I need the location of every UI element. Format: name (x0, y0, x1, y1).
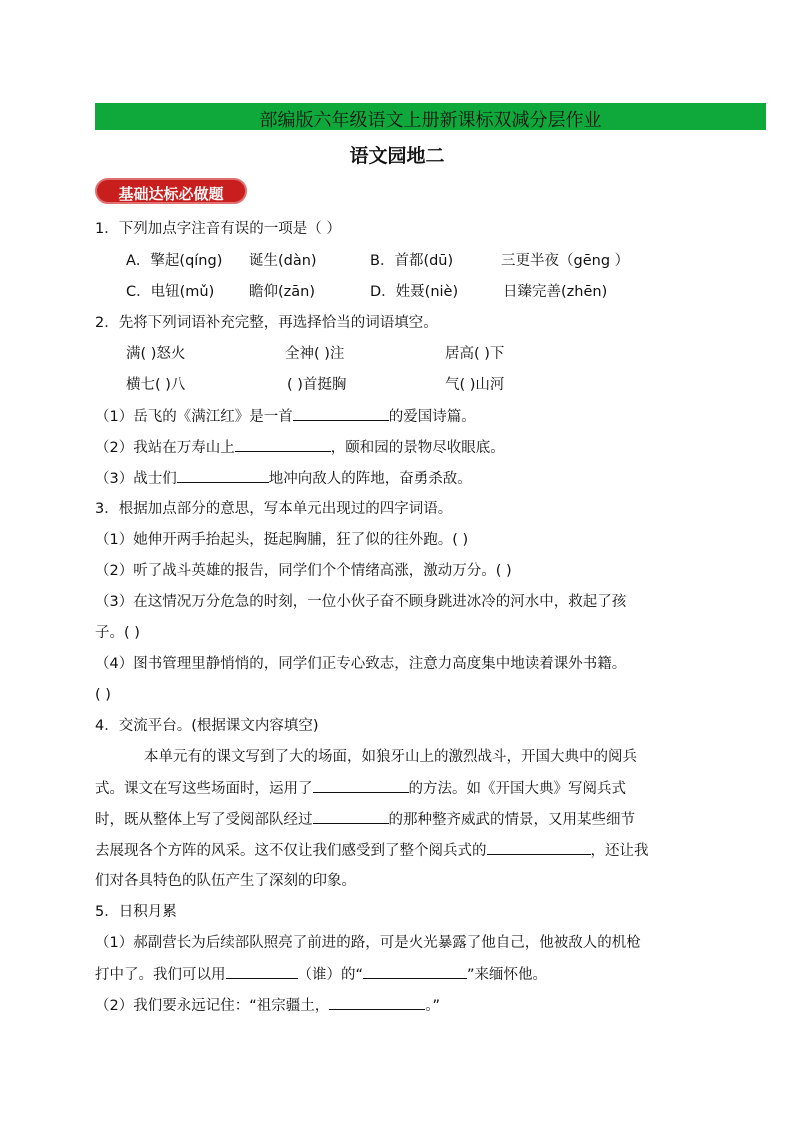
q2-s3-blank[interactable] (177, 468, 269, 483)
q2-s1-text-a: （1）岳飞的《满江红》是一首 (95, 409, 293, 425)
q5-l3-text-b: 。” (425, 998, 441, 1014)
page-title: 语文园地二 (349, 145, 445, 167)
q2-sentence-2 (95, 437, 505, 458)
q4-para-1: 本单元有的课文写到了大的场面，如狼牙山上的激烈战斗，开国大典中的阅兵 (144, 749, 637, 765)
q2-word-6: 气( )山河 (445, 377, 505, 393)
q4-p2-text-a: 式。课文在写这些场面时，运用了 (95, 781, 313, 797)
q4-p4-text-b: ，还让我 (590, 843, 649, 859)
q4-p4-blank[interactable] (487, 840, 591, 855)
section-tag-label: 基础达标必做题 (118, 185, 224, 203)
q5-line-1: （1）郝副营长为后续部队照亮了前进的路，可是火光暴露了他自己，他被敌人的机枪 (95, 935, 641, 951)
q4-para-4 (95, 840, 649, 861)
q1-option-c1: C．电钮(mǔ) (126, 284, 215, 300)
q5-stem: 5．日积月累 (95, 904, 177, 920)
q5-l3-blank[interactable] (329, 995, 425, 1010)
q5-l2-blank-1[interactable] (226, 964, 298, 979)
q2-sentence-3 (95, 468, 472, 489)
q3-line-2: （2）听了战斗英雄的报告，同学们个个情绪高涨，激动万分。( ) (95, 563, 512, 579)
q2-word-4: 横七( )八 (126, 377, 186, 393)
q1-option-c2: 瞻仰(zān) (249, 284, 316, 300)
q1-stem: 1．下列加点字注音有误的一项是（ ） (95, 221, 341, 237)
q1-option-a2: 诞生(dàn) (249, 253, 317, 269)
q2-sentence-1 (95, 406, 476, 427)
q3-stem: 3．根据加点部分的意思，写本单元出现过的四字词语。 (95, 501, 453, 517)
q2-word-3: 居高( )下 (445, 346, 505, 362)
q2-word-1: 满( )怒火 (126, 346, 186, 362)
q1-option-d1: D．姓聂(niè) (370, 284, 459, 300)
q5-l2-text-a: 打中了。我们可以用 (95, 967, 226, 983)
q2-stem: 2．先将下列词语补充完整，再选择恰当的词语填空。 (95, 315, 438, 331)
banner-text: 部编版六年级语文上册新课标双减分层作业 (259, 110, 602, 131)
q2-word-5: ( )首挺胸 (287, 377, 347, 393)
q3-line-4: 子。( ) (95, 625, 140, 641)
q5-l2-blank-2[interactable] (363, 964, 467, 979)
q1-option-a1: A．擎起(qíng) (126, 253, 223, 269)
q2-s3-text-a: （3）战士们 (95, 471, 177, 487)
q2-s2-text-b: ，颐和园的景物尽收眼底。 (330, 440, 505, 456)
q4-p2-blank[interactable] (313, 778, 409, 793)
q5-line-3 (95, 995, 440, 1016)
q5-l3-text-a: （2）我们要永远记住：“祖宗疆土， (95, 998, 330, 1014)
q2-s2-blank[interactable] (235, 437, 331, 452)
q1-option-d2: 日臻完善(zhēn) (503, 284, 608, 300)
q4-para-5: 们对各具特色的队伍产生了深刻的印象。 (95, 873, 356, 889)
header-banner (95, 103, 766, 130)
q1-option-b1: B．首都(dū) (370, 253, 454, 269)
q4-para-3 (95, 809, 635, 830)
q2-word-2: 全神( )注 (285, 346, 345, 362)
q5-l2-text-b: （谁）的“ (297, 967, 364, 983)
q4-p3-text-b: 的那种整齐威武的情景，又用某些细节 (388, 812, 635, 828)
q3-line-3: （3）在这情况万分危急的时刻，一位小伙子奋不顾身跳进冰冷的河水中，救起了孩 (95, 594, 627, 610)
q1-option-b2: 三更半夜（gēng ） (501, 253, 630, 269)
q3-line-5: （4）图书管理里静悄悄的，同学们正专心致志，注意力高度集中地读着课外书籍。 (95, 656, 627, 672)
q2-s3-text-b: 地冲向敌人的阵地，奋勇杀敌。 (268, 471, 472, 487)
q2-s2-text-a: （2）我站在万寿山上 (95, 440, 235, 456)
q4-p3-blank[interactable] (313, 809, 389, 824)
section-tag (95, 178, 247, 204)
q4-p2-text-b: 的方法。如《开国大典》写阅兵式 (408, 781, 626, 797)
q4-p4-text-a: 去展现各个方阵的风采。这不仅让我们感受到了整个阅兵式的 (95, 843, 487, 859)
q5-line-2 (95, 964, 547, 985)
q4-para-2 (95, 778, 626, 799)
q2-s1-text-b: 的爱国诗篇。 (388, 409, 476, 425)
q4-stem: 4．交流平台。(根据课文内容填空) (95, 718, 319, 734)
q2-s1-blank[interactable] (293, 406, 389, 421)
q3-line-1: （1）她伸开两手抬起头，挺起胸脯，狂了似的往外跑。( ) (95, 532, 469, 548)
q3-line-6: ( ) (95, 687, 111, 703)
q5-l2-text-c: ”来缅怀他。 (467, 967, 548, 983)
q4-p3-text-a: 时，既从整体上写了受阅部队经过 (95, 812, 313, 828)
